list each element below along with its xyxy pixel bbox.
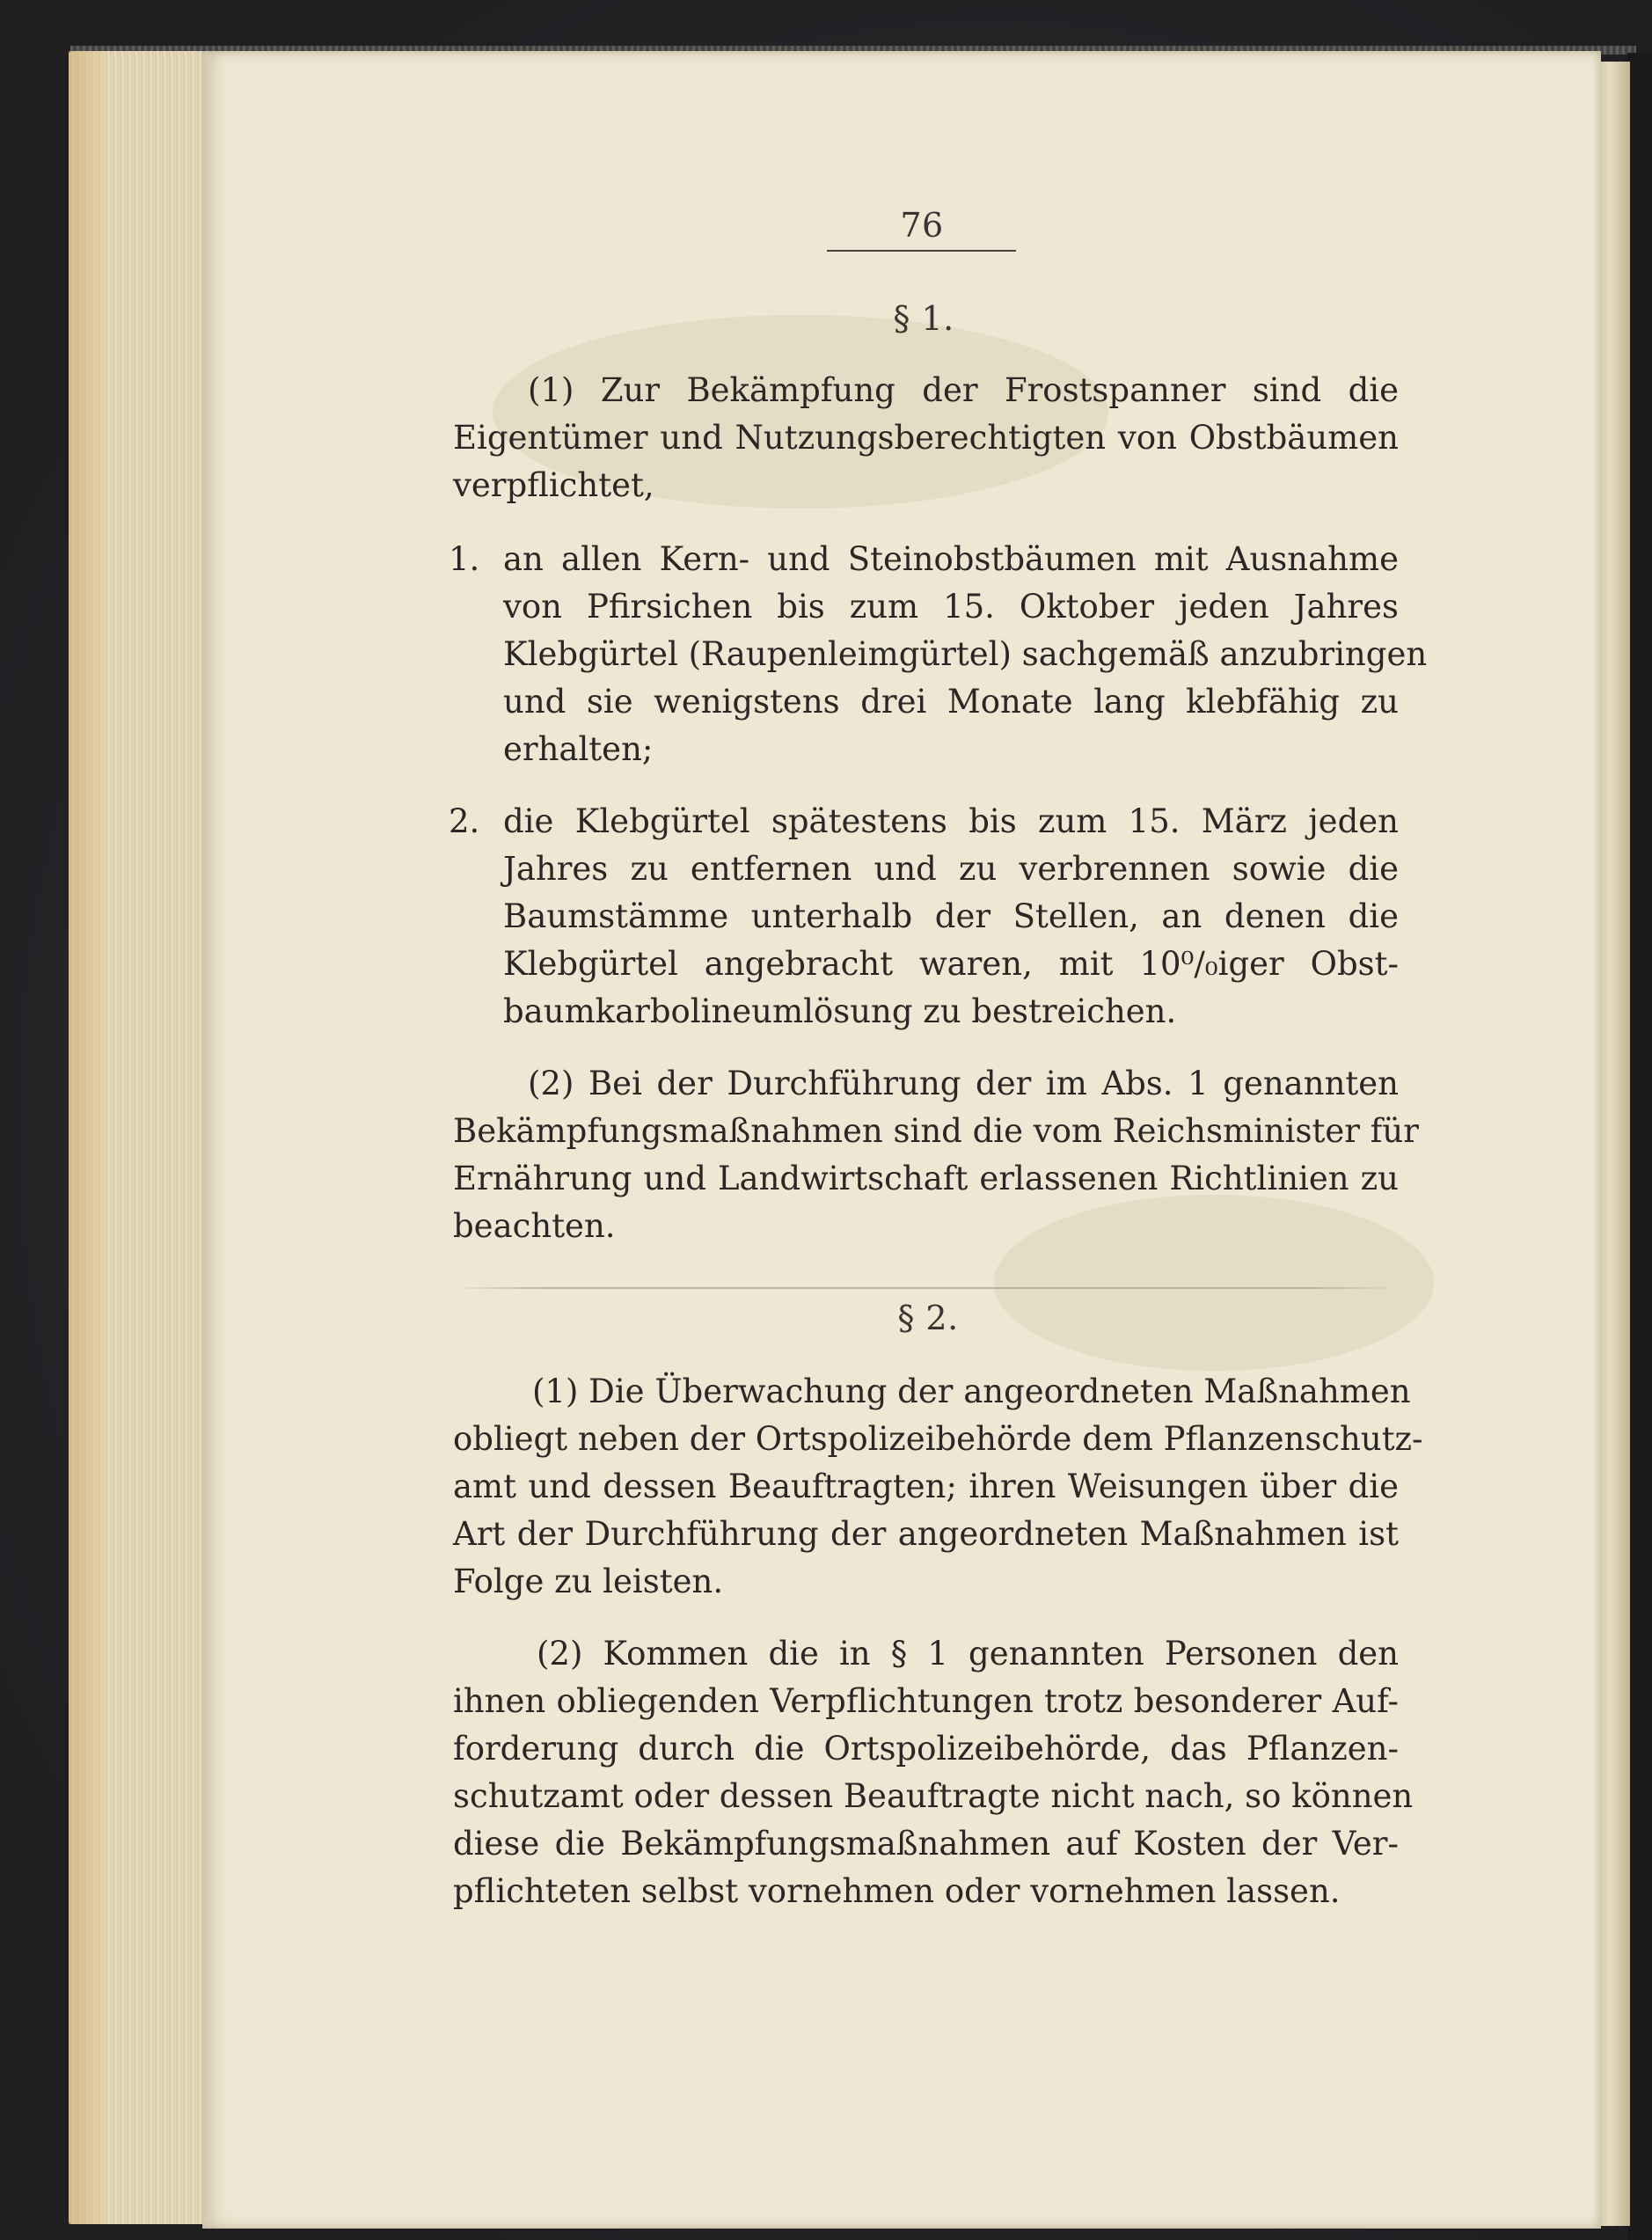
text-line: amt und dessen Beauftragten; ihren Weisungen über die <box>453 1468 1399 1505</box>
next-page-edge <box>1597 62 1630 2226</box>
text-line: Art der Durchführung der angeordneten Maßnahmen ist <box>453 1515 1399 1553</box>
text-line: beachten. <box>453 1207 616 1245</box>
text-line: Bekämpfungsmaßnahmen sind die vom Reichsminister für <box>453 1112 1419 1150</box>
text-line: (2) Bei der Durchführung der im Abs. 1 genannten <box>528 1065 1399 1102</box>
section-heading: § 1. <box>893 299 954 338</box>
text-line: Folge zu leisten. <box>453 1563 724 1600</box>
list-number: 2. <box>449 802 480 840</box>
text-line: (1) Die Überwachung der angeordneten Maßnahmen <box>532 1373 1411 1410</box>
text-line: Ernährung und Landwirtschaft erlassenen Richtlinien zu <box>453 1160 1399 1197</box>
list-number: 1. <box>449 540 480 578</box>
section-divider <box>453 1287 1399 1289</box>
text-line: forderung durch die Ortspolizeibehörde, das Pflanzen- <box>453 1730 1399 1768</box>
text-line: Jahres zu entfernen und zu verbrennen sowie die <box>503 850 1399 888</box>
text-line: schutzamt oder dessen Beauftragte nicht nach, so können <box>453 1777 1414 1815</box>
page-number-rule <box>827 250 1016 252</box>
text-line: (1) Zur Bekämpfung der Frostspanner sind die <box>528 371 1399 409</box>
text-line: Baumstämme unterhalb der Stellen, an denen die <box>503 897 1399 935</box>
text-line: erhalten; <box>503 730 654 768</box>
text-line: die Klebgürtel spätestens bis zum 15. März jeden <box>503 802 1399 840</box>
text-line: diese die Bekämpfungsmaßnahmen auf Kosten der Ver- <box>453 1825 1399 1863</box>
text-line: Eigentümer und Nutzungsberechtigten von Obstbäumen <box>453 419 1399 457</box>
text-line: an allen Kern- und Steinobstbäumen mit Ausnahme <box>503 540 1399 578</box>
binding-right <box>1627 53 1652 2240</box>
text-line: Klebgürtel angebracht waren, mit 10⁰/₀iger Obst- <box>503 945 1399 983</box>
text-line: pflichteten selbst vornehmen oder vornehmen lassen. <box>453 1872 1341 1910</box>
gilt-edge <box>69 51 104 2224</box>
text-line: verpflichtet, <box>453 466 654 504</box>
text-line: (2) Kommen die in § 1 genannten Personen den <box>537 1635 1399 1673</box>
text-line: baumkarbolineumlösung zu bestreichen. <box>503 992 1177 1030</box>
page-number: 76 <box>900 206 944 245</box>
text-line: von Pfirsichen bis zum 15. Oktober jeden Jahres <box>503 588 1399 626</box>
text-line: obliegt neben der Ortspolizeibehörde dem Pflanzenschutz- <box>453 1420 1423 1458</box>
text-line: und sie wenigstens drei Monate lang klebfähig zu <box>503 683 1399 721</box>
text-line: Klebgürtel (Raupenleimgürtel) sachgemäß anzubringen <box>503 635 1428 673</box>
text-line: ihnen obliegenden Verpflichtungen trotz besonderer Auf- <box>453 1682 1399 1720</box>
section-heading: § 2. <box>897 1299 959 1337</box>
